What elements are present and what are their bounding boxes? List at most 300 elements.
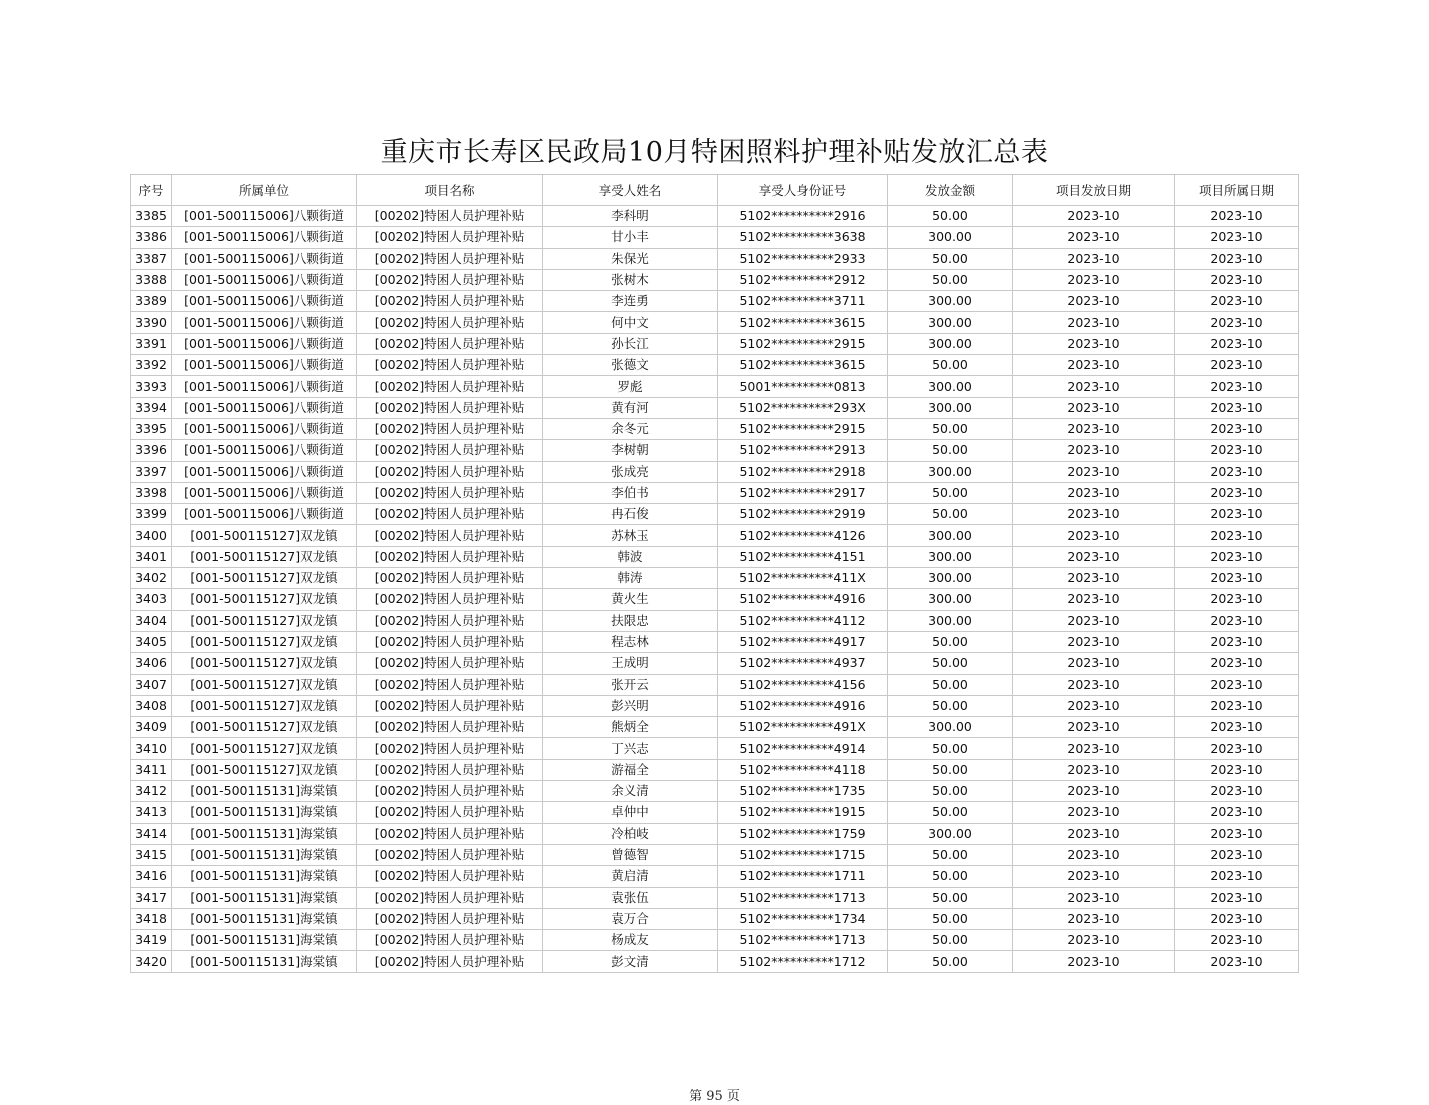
table-row [131,312,1299,333]
column-header-id-number: 享受人身份证号 [718,175,888,206]
cell-unit: [001-500115127]双龙镇 [172,546,357,567]
cell-amount: 50.00 [888,908,1013,929]
cell-recipient-name: 余冬元 [543,418,718,439]
table-row [131,717,1299,738]
cell-index: 3411 [131,759,172,780]
cell-project-name: [00202]特困人员护理补贴 [357,397,543,418]
column-header-index: 序号 [131,175,172,206]
cell-recipient-name: 黄有河 [543,397,718,418]
cell-recipient-name: 程志林 [543,631,718,652]
cell-period-date: 2023-10 [1175,653,1299,674]
cell-issue-date: 2023-10 [1013,781,1175,802]
cell-amount: 300.00 [888,291,1013,312]
cell-project-name: [00202]特困人员护理补贴 [357,802,543,823]
cell-project-name: [00202]特困人员护理补贴 [357,418,543,439]
cell-unit: [001-500115131]海棠镇 [172,802,357,823]
cell-unit: [001-500115006]八颗街道 [172,482,357,503]
cell-project-name: [00202]特困人员护理补贴 [357,312,543,333]
cell-period-date: 2023-10 [1175,269,1299,290]
cell-unit: [001-500115127]双龙镇 [172,653,357,674]
cell-period-date: 2023-10 [1175,504,1299,525]
cell-project-name: [00202]特困人员护理补贴 [357,866,543,887]
cell-unit: [001-500115127]双龙镇 [172,525,357,546]
cell-project-name: [00202]特困人员护理补贴 [357,695,543,716]
cell-period-date: 2023-10 [1175,227,1299,248]
cell-id-number: 5102**********4916 [718,589,888,610]
cell-recipient-name: 冷柏岐 [543,823,718,844]
table-row [131,844,1299,865]
cell-id-number: 5102**********1711 [718,866,888,887]
cell-id-number: 5102**********4916 [718,695,888,716]
cell-issue-date: 2023-10 [1013,951,1175,972]
cell-amount: 50.00 [888,248,1013,269]
cell-id-number: 5102**********1735 [718,781,888,802]
cell-issue-date: 2023-10 [1013,397,1175,418]
cell-amount: 50.00 [888,930,1013,951]
cell-amount: 50.00 [888,504,1013,525]
cell-issue-date: 2023-10 [1013,653,1175,674]
table-row [131,206,1299,227]
cell-period-date: 2023-10 [1175,355,1299,376]
cell-recipient-name: 张成亮 [543,461,718,482]
cell-unit: [001-500115127]双龙镇 [172,738,357,759]
cell-index: 3392 [131,355,172,376]
cell-id-number: 5102**********2933 [718,248,888,269]
cell-period-date: 2023-10 [1175,546,1299,567]
cell-issue-date: 2023-10 [1013,227,1175,248]
cell-period-date: 2023-10 [1175,887,1299,908]
cell-period-date: 2023-10 [1175,397,1299,418]
cell-index: 3401 [131,546,172,567]
cell-index: 3407 [131,674,172,695]
table-row [131,440,1299,461]
cell-index: 3400 [131,525,172,546]
cell-project-name: [00202]特困人员护理补贴 [357,589,543,610]
cell-project-name: [00202]特困人员护理补贴 [357,248,543,269]
cell-issue-date: 2023-10 [1013,866,1175,887]
table-row [131,908,1299,929]
cell-period-date: 2023-10 [1175,631,1299,652]
cell-id-number: 5102**********1713 [718,930,888,951]
cell-recipient-name: 余义清 [543,781,718,802]
cell-recipient-name: 袁万合 [543,908,718,929]
cell-id-number: 5102**********4156 [718,674,888,695]
cell-amount: 50.00 [888,951,1013,972]
cell-unit: [001-500115006]八颗街道 [172,248,357,269]
document-title: 重庆市长寿区民政局10月特困照料护理补贴发放汇总表 [380,137,1049,168]
cell-id-number: 5102**********4151 [718,546,888,567]
cell-amount: 50.00 [888,887,1013,908]
cell-amount: 50.00 [888,631,1013,652]
cell-unit: [001-500115131]海棠镇 [172,866,357,887]
cell-index: 3409 [131,717,172,738]
cell-recipient-name: 李连勇 [543,291,718,312]
cell-id-number: 5102**********1713 [718,887,888,908]
cell-project-name: [00202]特困人员护理补贴 [357,461,543,482]
table-row [131,887,1299,908]
table-row [131,930,1299,951]
column-header-period-date: 项目所属日期 [1175,175,1299,206]
cell-project-name: [00202]特困人员护理补贴 [357,887,543,908]
cell-period-date: 2023-10 [1175,312,1299,333]
cell-unit: [001-500115006]八颗街道 [172,269,357,290]
table-row [131,653,1299,674]
cell-index: 3406 [131,653,172,674]
cell-amount: 300.00 [888,823,1013,844]
cell-index: 3396 [131,440,172,461]
cell-index: 3419 [131,930,172,951]
cell-issue-date: 2023-10 [1013,695,1175,716]
cell-index: 3386 [131,227,172,248]
cell-unit: [001-500115131]海棠镇 [172,781,357,802]
cell-issue-date: 2023-10 [1013,269,1175,290]
cell-period-date: 2023-10 [1175,461,1299,482]
cell-index: 3403 [131,589,172,610]
cell-index: 3393 [131,376,172,397]
cell-recipient-name: 熊炳全 [543,717,718,738]
cell-unit: [001-500115006]八颗街道 [172,418,357,439]
cell-id-number: 5102**********411X [718,568,888,589]
cell-amount: 50.00 [888,355,1013,376]
cell-amount: 300.00 [888,525,1013,546]
cell-period-date: 2023-10 [1175,738,1299,759]
cell-period-date: 2023-10 [1175,589,1299,610]
cell-recipient-name: 韩涛 [543,568,718,589]
cell-index: 3387 [131,248,172,269]
cell-id-number: 5102**********3615 [718,355,888,376]
cell-period-date: 2023-10 [1175,206,1299,227]
cell-unit: [001-500115131]海棠镇 [172,930,357,951]
cell-unit: [001-500115006]八颗街道 [172,333,357,354]
cell-id-number: 5102**********3711 [718,291,888,312]
cell-recipient-name: 卓仲中 [543,802,718,823]
cell-index: 3420 [131,951,172,972]
cell-id-number: 5102**********2918 [718,461,888,482]
cell-unit: [001-500115006]八颗街道 [172,397,357,418]
cell-project-name: [00202]特困人员护理补贴 [357,738,543,759]
cell-project-name: [00202]特困人员护理补贴 [357,781,543,802]
cell-index: 3389 [131,291,172,312]
cell-project-name: [00202]特困人员护理补贴 [357,844,543,865]
cell-project-name: [00202]特困人员护理补贴 [357,653,543,674]
cell-index: 3399 [131,504,172,525]
cell-issue-date: 2023-10 [1013,610,1175,631]
cell-period-date: 2023-10 [1175,844,1299,865]
table-row [131,802,1299,823]
cell-period-date: 2023-10 [1175,759,1299,780]
cell-project-name: [00202]特困人员护理补贴 [357,823,543,844]
cell-project-name: [00202]特困人员护理补贴 [357,546,543,567]
cell-amount: 50.00 [888,759,1013,780]
table-row [131,269,1299,290]
cell-amount: 50.00 [888,844,1013,865]
cell-period-date: 2023-10 [1175,802,1299,823]
cell-amount: 50.00 [888,440,1013,461]
cell-issue-date: 2023-10 [1013,461,1175,482]
cell-amount: 300.00 [888,589,1013,610]
cell-unit: [001-500115131]海棠镇 [172,908,357,929]
cell-index: 3414 [131,823,172,844]
table-row [131,397,1299,418]
cell-recipient-name: 罗彪 [543,376,718,397]
cell-recipient-name: 彭文清 [543,951,718,972]
cell-period-date: 2023-10 [1175,291,1299,312]
table-row [131,568,1299,589]
cell-amount: 300.00 [888,461,1013,482]
cell-id-number: 5102**********2915 [718,418,888,439]
cell-id-number: 5102**********1734 [718,908,888,929]
cell-recipient-name: 朱保光 [543,248,718,269]
cell-id-number: 5102**********3638 [718,227,888,248]
table-row [131,333,1299,354]
cell-period-date: 2023-10 [1175,333,1299,354]
cell-unit: [001-500115131]海棠镇 [172,823,357,844]
cell-issue-date: 2023-10 [1013,823,1175,844]
cell-period-date: 2023-10 [1175,440,1299,461]
cell-project-name: [00202]特困人员护理补贴 [357,355,543,376]
cell-project-name: [00202]特困人员护理补贴 [357,631,543,652]
table-row [131,355,1299,376]
cell-issue-date: 2023-10 [1013,887,1175,908]
cell-index: 3395 [131,418,172,439]
cell-id-number: 5102**********1759 [718,823,888,844]
cell-issue-date: 2023-10 [1013,504,1175,525]
table-row [131,418,1299,439]
cell-issue-date: 2023-10 [1013,206,1175,227]
cell-amount: 50.00 [888,269,1013,290]
table-row [131,482,1299,503]
payment-summary-table [130,174,1299,973]
cell-issue-date: 2023-10 [1013,440,1175,461]
cell-index: 3391 [131,333,172,354]
cell-issue-date: 2023-10 [1013,291,1175,312]
cell-index: 3417 [131,887,172,908]
cell-project-name: [00202]特困人员护理补贴 [357,482,543,503]
cell-issue-date: 2023-10 [1013,738,1175,759]
cell-id-number: 5102**********4917 [718,631,888,652]
table-row [131,866,1299,887]
column-header-project-name: 项目名称 [357,175,543,206]
cell-id-number: 5102**********293X [718,397,888,418]
cell-recipient-name: 何中文 [543,312,718,333]
cell-amount: 50.00 [888,418,1013,439]
cell-index: 3410 [131,738,172,759]
table-row [131,631,1299,652]
cell-project-name: [00202]特困人员护理补贴 [357,759,543,780]
table-row [131,525,1299,546]
cell-project-name: [00202]特困人员护理补贴 [357,908,543,929]
cell-period-date: 2023-10 [1175,908,1299,929]
cell-project-name: [00202]特困人员护理补贴 [357,504,543,525]
cell-project-name: [00202]特困人员护理补贴 [357,227,543,248]
cell-id-number: 5102**********1712 [718,951,888,972]
cell-project-name: [00202]特困人员护理补贴 [357,568,543,589]
cell-index: 3390 [131,312,172,333]
table-row [131,227,1299,248]
table-row [131,759,1299,780]
cell-id-number: 5102**********4914 [718,738,888,759]
cell-recipient-name: 李伯书 [543,482,718,503]
cell-project-name: [00202]特困人员护理补贴 [357,525,543,546]
cell-recipient-name: 甘小丰 [543,227,718,248]
table-header-row [131,175,1299,206]
cell-issue-date: 2023-10 [1013,908,1175,929]
cell-project-name: [00202]特困人员护理补贴 [357,717,543,738]
cell-project-name: [00202]特困人员护理补贴 [357,206,543,227]
cell-amount: 50.00 [888,206,1013,227]
cell-id-number: 5102**********2915 [718,333,888,354]
cell-issue-date: 2023-10 [1013,376,1175,397]
cell-recipient-name: 袁张伍 [543,887,718,908]
cell-period-date: 2023-10 [1175,781,1299,802]
cell-index: 3415 [131,844,172,865]
cell-period-date: 2023-10 [1175,610,1299,631]
cell-recipient-name: 张开云 [543,674,718,695]
table-row [131,951,1299,972]
cell-recipient-name: 张德文 [543,355,718,376]
cell-index: 3405 [131,631,172,652]
cell-period-date: 2023-10 [1175,866,1299,887]
table-row [131,781,1299,802]
cell-index: 3404 [131,610,172,631]
cell-unit: [001-500115006]八颗街道 [172,312,357,333]
cell-unit: [001-500115006]八颗街道 [172,355,357,376]
cell-period-date: 2023-10 [1175,930,1299,951]
table-row [131,674,1299,695]
cell-issue-date: 2023-10 [1013,546,1175,567]
cell-index: 3402 [131,568,172,589]
cell-id-number: 5102**********2912 [718,269,888,290]
cell-index: 3398 [131,482,172,503]
cell-project-name: [00202]特困人员护理补贴 [357,610,543,631]
cell-id-number: 5102**********1915 [718,802,888,823]
cell-unit: [001-500115127]双龙镇 [172,674,357,695]
cell-issue-date: 2023-10 [1013,333,1175,354]
cell-period-date: 2023-10 [1175,568,1299,589]
cell-unit: [001-500115131]海棠镇 [172,844,357,865]
cell-unit: [001-500115131]海棠镇 [172,887,357,908]
column-header-amount: 发放金额 [888,175,1013,206]
cell-unit: [001-500115127]双龙镇 [172,717,357,738]
cell-project-name: [00202]特困人员护理补贴 [357,951,543,972]
cell-index: 3413 [131,802,172,823]
cell-recipient-name: 王成明 [543,653,718,674]
table-row [131,248,1299,269]
cell-amount: 300.00 [888,333,1013,354]
table-row [131,461,1299,482]
cell-issue-date: 2023-10 [1013,482,1175,503]
cell-id-number: 5102**********2913 [718,440,888,461]
cell-unit: [001-500115131]海棠镇 [172,951,357,972]
cell-recipient-name: 黄启清 [543,866,718,887]
cell-issue-date: 2023-10 [1013,568,1175,589]
cell-id-number: 5102**********2916 [718,206,888,227]
cell-amount: 300.00 [888,546,1013,567]
column-header-unit: 所属单位 [172,175,357,206]
cell-period-date: 2023-10 [1175,674,1299,695]
cell-recipient-name: 韩波 [543,546,718,567]
cell-issue-date: 2023-10 [1013,355,1175,376]
page-number: 第 95 页 [689,1089,740,1104]
cell-issue-date: 2023-10 [1013,759,1175,780]
table-row [131,589,1299,610]
cell-recipient-name: 丁兴志 [543,738,718,759]
cell-amount: 300.00 [888,610,1013,631]
table-body [131,206,1299,973]
cell-recipient-name: 扶限忠 [543,610,718,631]
cell-index: 3397 [131,461,172,482]
table-row [131,376,1299,397]
cell-index: 3416 [131,866,172,887]
cell-issue-date: 2023-10 [1013,717,1175,738]
cell-amount: 300.00 [888,227,1013,248]
cell-issue-date: 2023-10 [1013,674,1175,695]
table-row [131,546,1299,567]
cell-index: 3412 [131,781,172,802]
cell-period-date: 2023-10 [1175,695,1299,716]
cell-project-name: [00202]特困人员护理补贴 [357,269,543,290]
cell-index: 3388 [131,269,172,290]
table-row [131,610,1299,631]
cell-unit: [001-500115127]双龙镇 [172,568,357,589]
cell-period-date: 2023-10 [1175,525,1299,546]
cell-index: 3408 [131,695,172,716]
cell-id-number: 5102**********4118 [718,759,888,780]
cell-period-date: 2023-10 [1175,717,1299,738]
cell-project-name: [00202]特困人员护理补贴 [357,440,543,461]
cell-id-number: 5102**********4112 [718,610,888,631]
cell-recipient-name: 曾德智 [543,844,718,865]
cell-unit: [001-500115006]八颗街道 [172,504,357,525]
cell-id-number: 5102**********2919 [718,504,888,525]
table-row [131,738,1299,759]
cell-recipient-name: 游福全 [543,759,718,780]
column-header-issue-date: 项目发放日期 [1013,175,1175,206]
cell-id-number: 5102**********1715 [718,844,888,865]
cell-amount: 50.00 [888,802,1013,823]
cell-recipient-name: 杨成友 [543,930,718,951]
cell-project-name: [00202]特困人员护理补贴 [357,674,543,695]
cell-index: 3394 [131,397,172,418]
cell-recipient-name: 孙长江 [543,333,718,354]
cell-index: 3385 [131,206,172,227]
cell-amount: 50.00 [888,482,1013,503]
cell-issue-date: 2023-10 [1013,312,1175,333]
table-row [131,695,1299,716]
cell-amount: 50.00 [888,674,1013,695]
cell-amount: 300.00 [888,376,1013,397]
cell-period-date: 2023-10 [1175,248,1299,269]
cell-id-number: 5102**********4937 [718,653,888,674]
cell-id-number: 5102**********491X [718,717,888,738]
table-row [131,504,1299,525]
cell-recipient-name: 李科明 [543,206,718,227]
cell-index: 3418 [131,908,172,929]
cell-unit: [001-500115127]双龙镇 [172,610,357,631]
cell-unit: [001-500115127]双龙镇 [172,695,357,716]
cell-amount: 50.00 [888,866,1013,887]
cell-recipient-name: 彭兴明 [543,695,718,716]
cell-amount: 300.00 [888,568,1013,589]
cell-recipient-name: 冉石俊 [543,504,718,525]
cell-project-name: [00202]特困人员护理补贴 [357,930,543,951]
cell-issue-date: 2023-10 [1013,248,1175,269]
cell-amount: 50.00 [888,738,1013,759]
cell-issue-date: 2023-10 [1013,802,1175,823]
cell-id-number: 5102**********2917 [718,482,888,503]
cell-unit: [001-500115006]八颗街道 [172,461,357,482]
cell-period-date: 2023-10 [1175,951,1299,972]
